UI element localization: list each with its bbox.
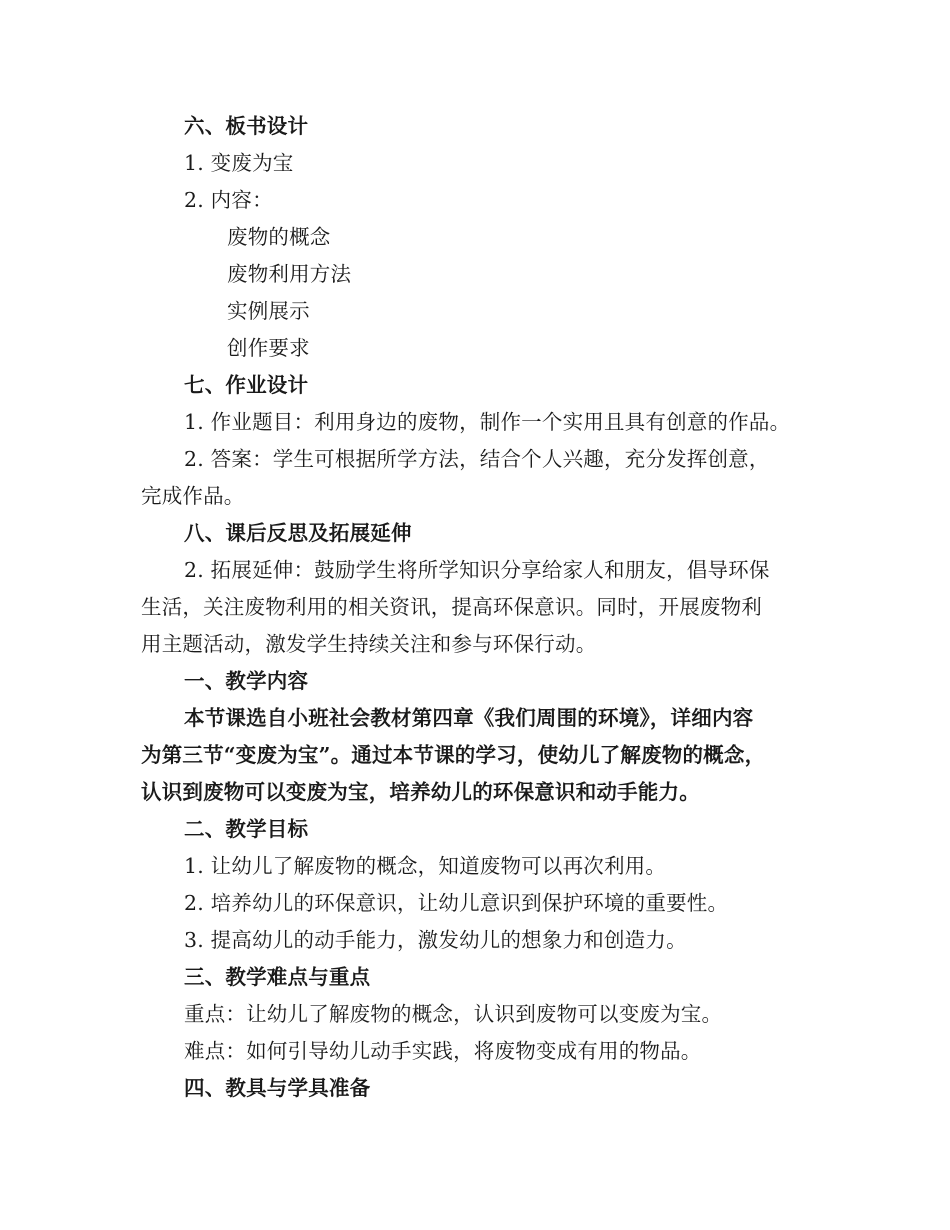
list-item: 废物的概念 [227, 225, 331, 249]
list-item: 实例展示 [227, 299, 310, 323]
paragraph-line: 完成作品。 [141, 484, 245, 508]
section-heading-objectives: 二、教学目标 [184, 817, 309, 841]
list-item: 1. 变废为宝 [184, 151, 294, 175]
section-heading-reflection: 八、课后反思及拓展延伸 [184, 521, 412, 545]
section-heading-key-points: 三、教学难点与重点 [184, 965, 371, 989]
list-item: 废物利用方法 [227, 262, 352, 286]
paragraph-line: 1. 作业题目：利用身边的废物，制作一个实用且具有创意的作品。 [184, 410, 791, 434]
section-heading-content: 一、教学内容 [184, 669, 309, 693]
list-item: 1. 让幼儿了解废物的概念，知道废物可以再次利用。 [184, 854, 667, 878]
paragraph-line: 难点：如何引导幼儿动手实践，将废物变成有用的物品。 [184, 1039, 702, 1063]
section-heading-homework: 七、作业设计 [184, 373, 309, 397]
paragraph-line: 认识到废物可以变废为宝，培养幼儿的环保意识和动手能力。 [141, 780, 700, 804]
paragraph-line: 重点：让幼儿了解废物的概念，认识到废物可以变废为宝。 [184, 1002, 723, 1026]
paragraph-line: 2. 拓展延伸：鼓励学生将所学知识分享给家人和朋友，倡导环保 [184, 558, 770, 582]
paragraph-line: 为第三节“变废为宝”。通过本节课的学习，使幼儿了解废物的概念， [141, 743, 766, 767]
paragraph-line: 本节课选自小班社会教材第四章《我们周围的环境》，详细内容 [184, 706, 754, 730]
list-item: 2. 培养幼儿的环保意识，让幼儿意识到保护环境的重要性。 [184, 891, 729, 915]
paragraph-line: 用主题活动，激发学生持续关注和参与环保行动。 [141, 632, 597, 656]
paragraph-line: 生活，关注废物利用的相关资讯，提高环保意识。同时，开展废物利 [141, 595, 762, 619]
list-item: 2. 内容： [184, 188, 273, 212]
section-heading-materials: 四、教具与学具准备 [184, 1076, 371, 1100]
list-item: 3. 提高幼儿的动手能力，激发幼儿的想象力和创造力。 [184, 928, 687, 952]
paragraph-line: 2. 答案：学生可根据所学方法，结合个人兴趣，充分发挥创意， [184, 447, 770, 471]
list-item: 创作要求 [227, 336, 310, 360]
section-heading-board-design: 六、板书设计 [184, 114, 309, 138]
